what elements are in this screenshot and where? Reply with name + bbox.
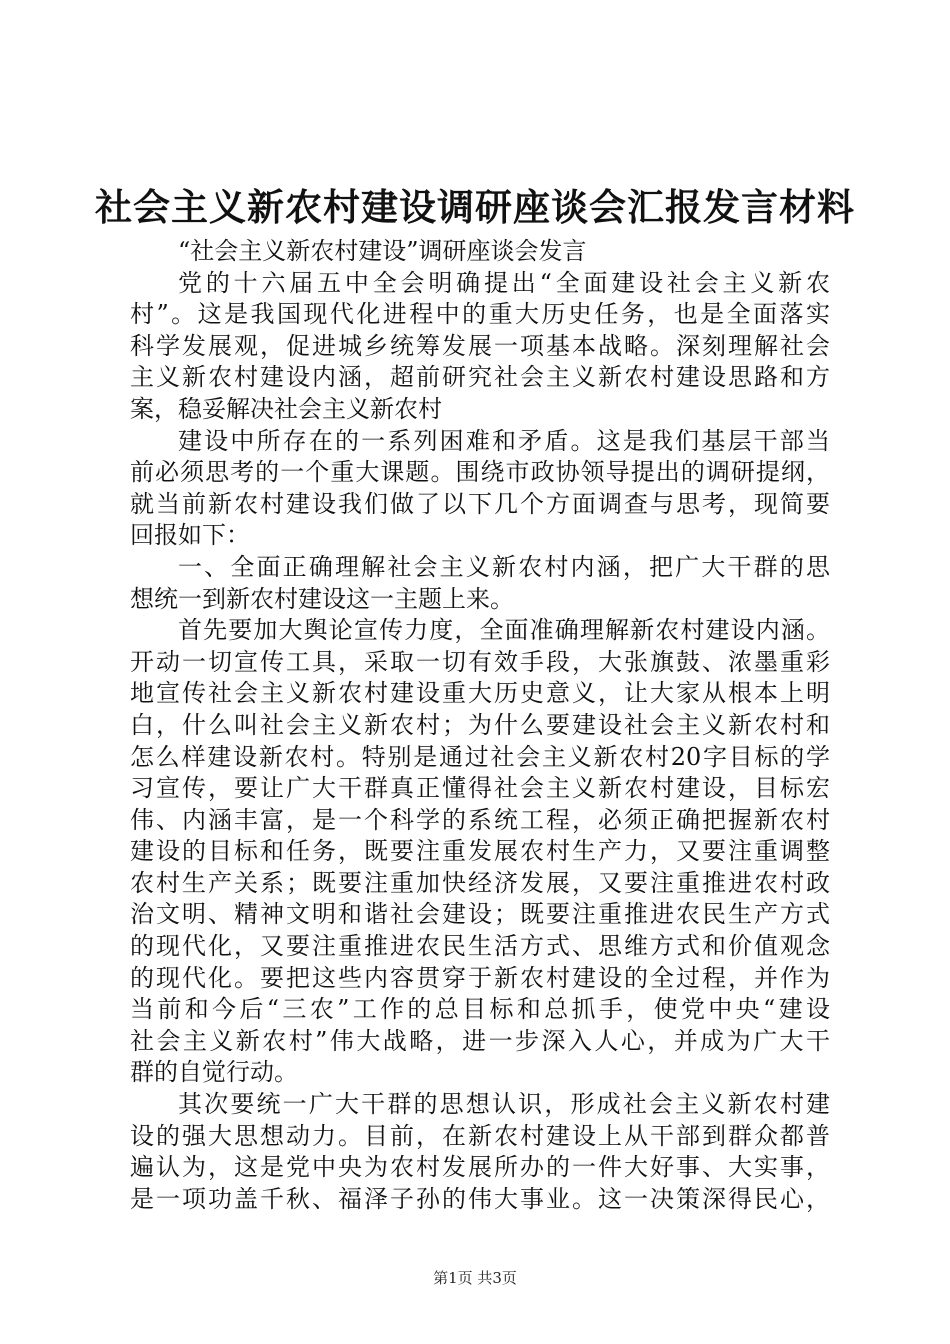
body-text-line: 首先要加大舆论宣传力度，全面准确理解新农村建设内涵。 — [178, 616, 830, 645]
body-text-line: 回报如下： — [130, 521, 250, 550]
body-text-line: 村”。这是我国现代化进程中的重大历史任务，也是全面落实 — [130, 300, 830, 329]
body-text-line: 地宣传社会主义新农村建设重大历史意义，让大家从根本上明 — [130, 679, 830, 708]
body-text-line: 科学发展观，促进城乡统筹发展一项基本战略。深刻理解社会 — [130, 331, 830, 360]
body-text-line: 开动一切宣传工具，采取一切有效手段，大张旗鼓、浓墨重彩 — [130, 647, 830, 676]
body-text-line: 群的自觉行动。 — [130, 1058, 298, 1087]
body-text-line: 就当前新农村建设我们做了以下几个方面调查与思考，现简要 — [130, 489, 830, 518]
body-text-line: 设的强大思想动力。目前，在新农村建设上从干部到群众都普 — [130, 1121, 830, 1150]
body-text-line: 社会主义新农村”伟大战略，进一步深入人心，并成为广大干 — [130, 1026, 830, 1055]
body-text-line: 案，稳妥解决社会主义新农村 — [130, 394, 442, 423]
body-text-line: 其次要统一广大干群的思想认识，形成社会主义新农村建 — [178, 1090, 830, 1119]
body-text-line: 伟、内涵丰富，是一个科学的系统工程，必须正确把握新农村 — [130, 805, 830, 834]
page-footer: 第1页 共3页 — [433, 1269, 517, 1287]
body-text-line: 建设中所存在的一系列困难和矛盾。这是我们基层干部当 — [178, 426, 830, 455]
body-text-line: 农村生产关系；既要注重加快经济发展，又要注重推进农村政 — [130, 868, 830, 897]
body-text-line: 想统一到新农村建设这一主题上来。 — [130, 584, 514, 613]
body-text-line: 的现代化。要把这些内容贯穿于新农村建设的全过程，并作为 — [130, 963, 830, 992]
document-title: 社会主义新农村建设调研座谈会汇报发言材料 — [95, 186, 855, 229]
body-text-line: “社会主义新农村建设”调研座谈会发言 — [178, 237, 587, 265]
body-text-line: 当前和今后“三农”工作的总目标和总抓手，使党中央“建设 — [130, 995, 830, 1024]
body-text-line: 的现代化，又要注重推进农民生活方式、思维方式和价值观念 — [130, 932, 830, 961]
body-text-line: 前必须思考的一个重大课题。围绕市政协领导提出的调研提纲， — [130, 458, 830, 487]
body-text-line: 主义新农村建设内涵，超前研究社会主义新农村建设思路和方 — [130, 363, 830, 392]
body-text-line: 怎么样建设新农村。特别是通过社会主义新农村20字目标的学 — [130, 742, 830, 771]
body-text-line: 一、全面正确理解社会主义新农村内涵，把广大干群的思 — [178, 552, 830, 581]
body-text-line: 党的十六届五中全会明确提出“全面建设社会主义新农 — [178, 268, 830, 297]
document-body — [130, 236, 830, 1215]
body-text-line: 治文明、精神文明和谐社会建设；既要注重推进农民生产方式 — [130, 900, 830, 929]
body-text-line: 建设的目标和任务，既要注重发展农村生产力，又要注重调整 — [130, 837, 830, 866]
body-text-line: 遍认为，这是党中央为农村发展所办的一件大好事、大实事， — [130, 1153, 830, 1182]
body-text-line: 白，什么叫社会主义新农村；为什么要建设社会主义新农村和 — [130, 710, 830, 739]
body-text-line: 习宣传，要让广大干群真正懂得社会主义新农村建设，目标宏 — [130, 774, 830, 803]
body-text-line: 是一项功盖千秋、福泽子孙的伟大事业。这一决策深得民心， — [130, 1184, 830, 1213]
